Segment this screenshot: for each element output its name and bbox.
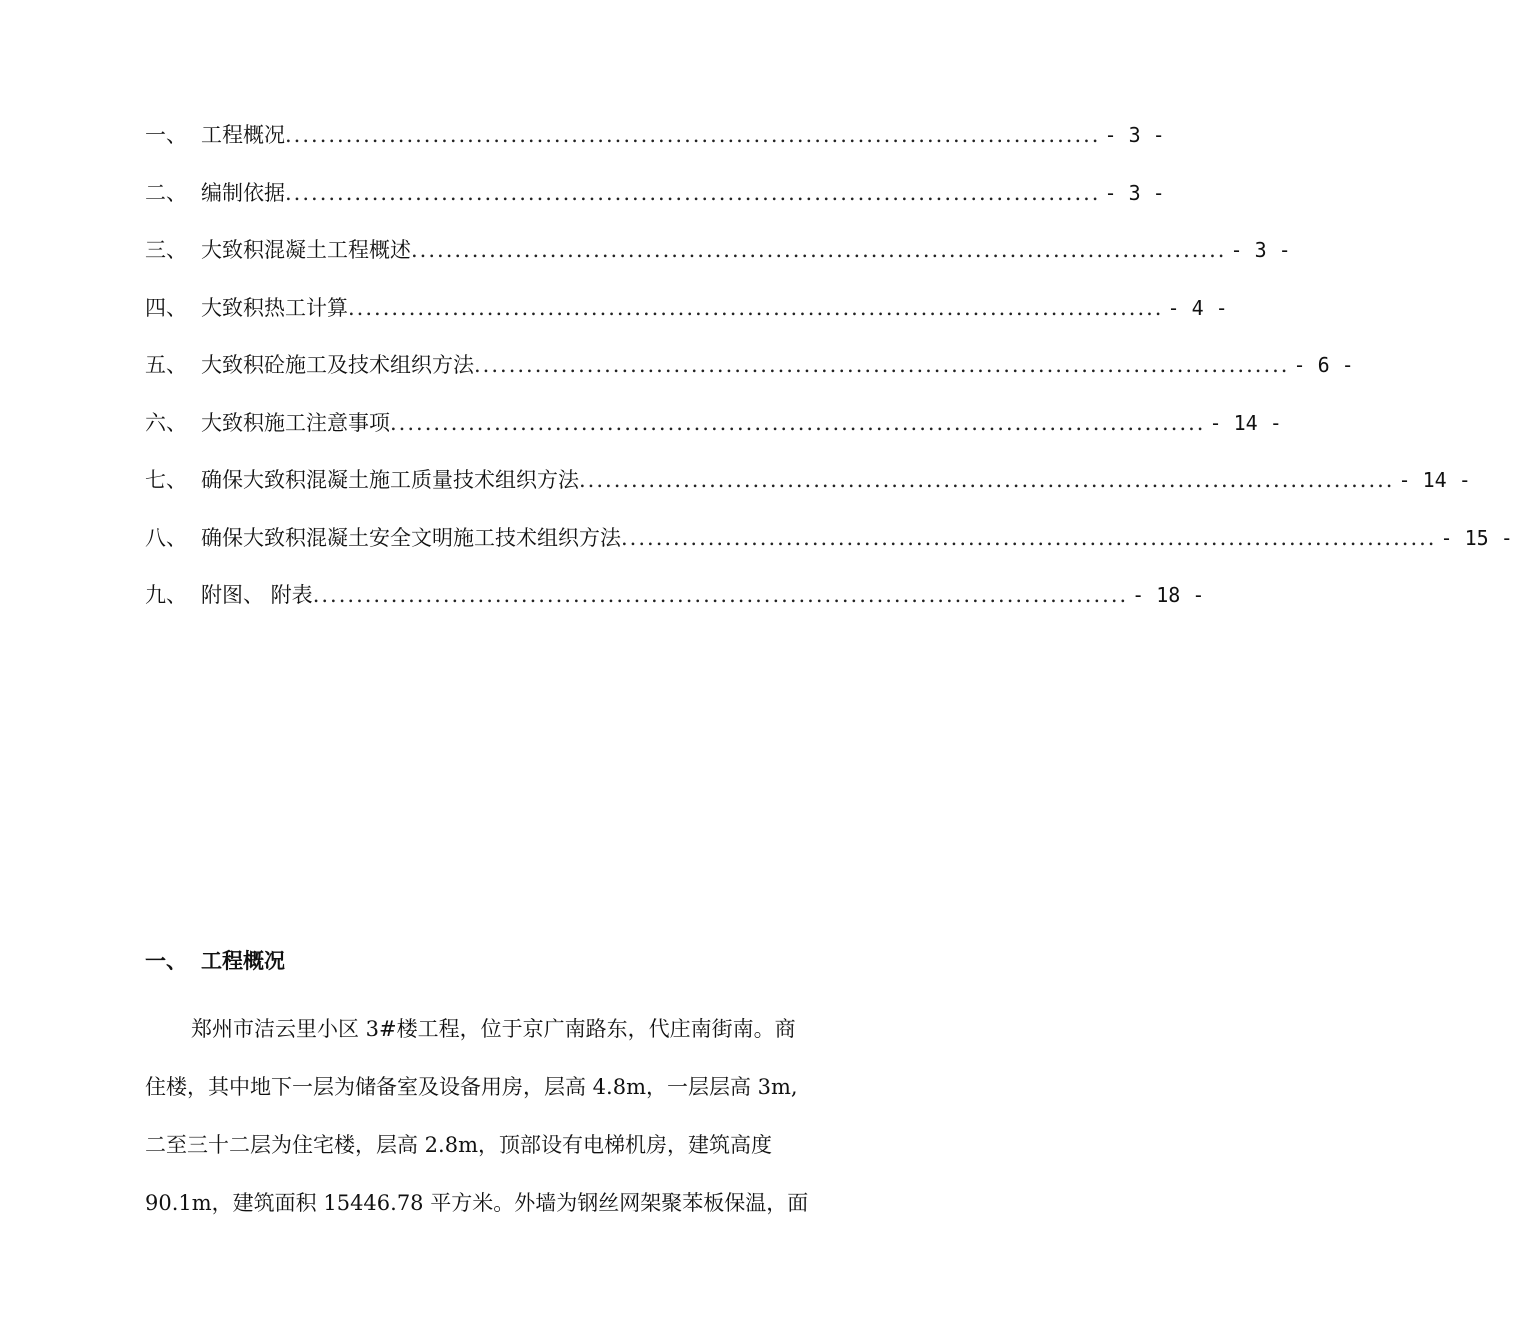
toc-entry-page: - 3 - bbox=[1230, 238, 1291, 262]
paragraph-line: 住楼，其中地下一层为储备室及设备用房，层高 4.8m，一层层高 3m, bbox=[145, 1075, 798, 1099]
dot-leader: .............................................................................................. bbox=[348, 295, 1164, 320]
toc-entry-number: 四、 bbox=[145, 295, 187, 320]
toc-entry[interactable] bbox=[145, 521, 1513, 579]
toc-entry[interactable] bbox=[145, 578, 1205, 636]
toc-entry-number: 八、 bbox=[145, 525, 187, 550]
toc-entry-page: - 4 - bbox=[1167, 295, 1228, 320]
dot-leader: .............................................................................................. bbox=[474, 353, 1290, 377]
toc-entry-title: 大致积砼施工及技术组织方法 bbox=[201, 353, 474, 377]
toc-entry[interactable] bbox=[145, 118, 1165, 176]
section-body-paragraph bbox=[145, 1000, 850, 1232]
toc-entry-number: 七、 bbox=[145, 468, 187, 492]
toc-entry-page: - 14 - bbox=[1398, 468, 1471, 492]
toc-entry-title: 工程概况 bbox=[201, 123, 285, 147]
toc-entry-page: - 15 - bbox=[1440, 525, 1513, 550]
dot-leader: .............................................................................................. bbox=[621, 525, 1437, 550]
section-title: 工程概况 bbox=[201, 948, 285, 973]
toc-entry-page: - 18 - bbox=[1132, 583, 1205, 607]
paragraph-line: 二至三十二层为住宅楼，层高 2.8m，顶部设有电梯机房，建筑高度 bbox=[145, 1133, 772, 1157]
toc-entry-page: - 6 - bbox=[1293, 353, 1354, 377]
toc-entry-title: 大致积混凝土工程概述 bbox=[201, 238, 411, 262]
toc-entry-page: - 14 - bbox=[1209, 410, 1282, 435]
dot-leader: .............................................................................................. bbox=[411, 238, 1227, 262]
toc-entry[interactable] bbox=[145, 233, 1291, 291]
dot-leader: .............................................................................................. bbox=[579, 468, 1395, 492]
toc-entry-number: 九、 bbox=[145, 583, 187, 607]
toc-entry[interactable] bbox=[145, 176, 1165, 234]
toc-entry-title: 编制依据 bbox=[201, 180, 285, 205]
toc-entry[interactable] bbox=[145, 463, 1471, 521]
toc-entry[interactable] bbox=[145, 348, 1354, 406]
toc-entry-page: - 3 - bbox=[1104, 123, 1165, 147]
toc-entry-title: 确保大致积混凝土施工质量技术组织方法 bbox=[201, 468, 579, 492]
dot-leader: .............................................................................................. bbox=[285, 180, 1101, 205]
toc-entry-title: 大致积施工注意事项 bbox=[201, 410, 390, 435]
table-of-contents bbox=[145, 118, 1513, 636]
paragraph-line: 郑州市洁云里小区 3#楼工程，位于京广南路东，代庄南街南。商 bbox=[191, 1017, 796, 1041]
toc-entry-page: - 3 - bbox=[1104, 180, 1165, 205]
toc-entry-title: 附图、 附表 bbox=[201, 583, 313, 607]
dot-leader: .............................................................................................. bbox=[390, 410, 1206, 435]
section-heading bbox=[145, 944, 285, 978]
toc-entry-title: 确保大致积混凝土安全文明施工技术组织方法 bbox=[201, 525, 621, 550]
toc-entry-title: 大致积热工计算 bbox=[201, 295, 348, 320]
dot-leader: .............................................................................................. bbox=[312, 583, 1129, 607]
toc-entry-number: 六、 bbox=[145, 410, 187, 435]
section-number: 一、 bbox=[145, 948, 187, 973]
toc-entry[interactable] bbox=[145, 291, 1228, 349]
toc-entry[interactable] bbox=[145, 406, 1282, 464]
dot-leader: .............................................................................................. bbox=[285, 123, 1101, 147]
toc-entry-number: 二、 bbox=[145, 180, 187, 205]
toc-entry-number: 一、 bbox=[145, 123, 187, 147]
paragraph-line: 90.1m，建筑面积 15446.78 平方米。外墙为钢丝网架聚苯板保温，面 bbox=[145, 1191, 809, 1215]
toc-entry-number: 五、 bbox=[145, 353, 187, 377]
toc-entry-number: 三、 bbox=[145, 238, 187, 262]
